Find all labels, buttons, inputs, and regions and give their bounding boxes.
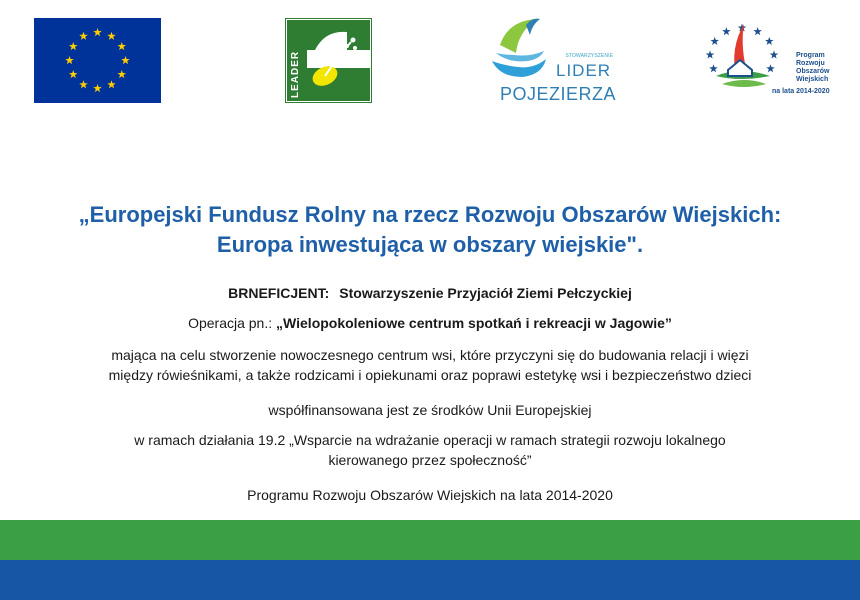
footer-band-green	[0, 520, 860, 560]
document-title	[0, 200, 860, 260]
aim-line-1: mająca na celu stworzenie nowoczesnego centrum wsi, które przyczyni się do budowania relacji i więzi	[111, 347, 749, 363]
prow-star-icon	[710, 37, 719, 45]
prow-star-icon	[709, 64, 718, 72]
eu-flag-icon	[34, 18, 161, 103]
title-line-2: Europa inwestująca w obszary wiejskie".	[216, 232, 644, 257]
cofinancing-line: współfinansowana jest ze środków Unii Europejskiej	[268, 402, 592, 418]
prow-star-icon	[722, 27, 731, 35]
footer-band-blue	[0, 560, 860, 600]
prow-star-icon	[706, 50, 715, 58]
aim-line-2: między rówieśnikami, a także rodzicami i opiekunami oraz poprawi estetykę wsi i bezpieczeństwo dzieci	[108, 367, 752, 383]
prow-logo-label: Program Rozwoju Obszarów Wiejskich	[796, 52, 830, 83]
lider-logo-region: POJEZIERZA	[500, 84, 617, 104]
beneficiary-line	[0, 283, 860, 303]
operation-aim	[0, 345, 860, 385]
measure-text	[0, 430, 860, 470]
lider-logo-name: LIDER	[556, 61, 612, 80]
prow-star-icon	[765, 37, 774, 45]
prow-logo-years: na lata 2014-2020	[772, 88, 830, 95]
title-line-1: „Europejski Fundusz Rolny na rzecz Rozwoju Obszarów Wiejskich:	[78, 202, 782, 227]
measure-line-2: kierowanego przez społeczność”	[328, 452, 532, 468]
programme-line: Programu Rozwoju Obszarów Wiejskich na lata 2014-2020	[247, 487, 613, 503]
lider-logo-small-text: STOWARZYSZENIE	[565, 53, 613, 59]
prow-star-icon	[770, 50, 779, 58]
operation-line	[0, 313, 860, 333]
prow-star-icon	[766, 64, 775, 72]
operation-prefix: Operacja pn.:	[188, 315, 273, 331]
operation-name: „Wielopokoleniowe centrum spotkań i rekreacji w Jagowie”	[276, 315, 672, 331]
prow-star-icon	[753, 27, 762, 35]
leader-logo-text: LEADER	[290, 50, 301, 98]
beneficiary-value: Stowarzyszenie Przyjaciół Ziemi Pełczyckiej	[339, 285, 632, 301]
beneficiary-label: BRNEFICJENT:	[228, 285, 330, 301]
measure-line-1: w ramach działania 19.2 „Wsparcie na wdrażanie operacji w ramach strategii rozwoju lokalnego	[134, 432, 726, 448]
